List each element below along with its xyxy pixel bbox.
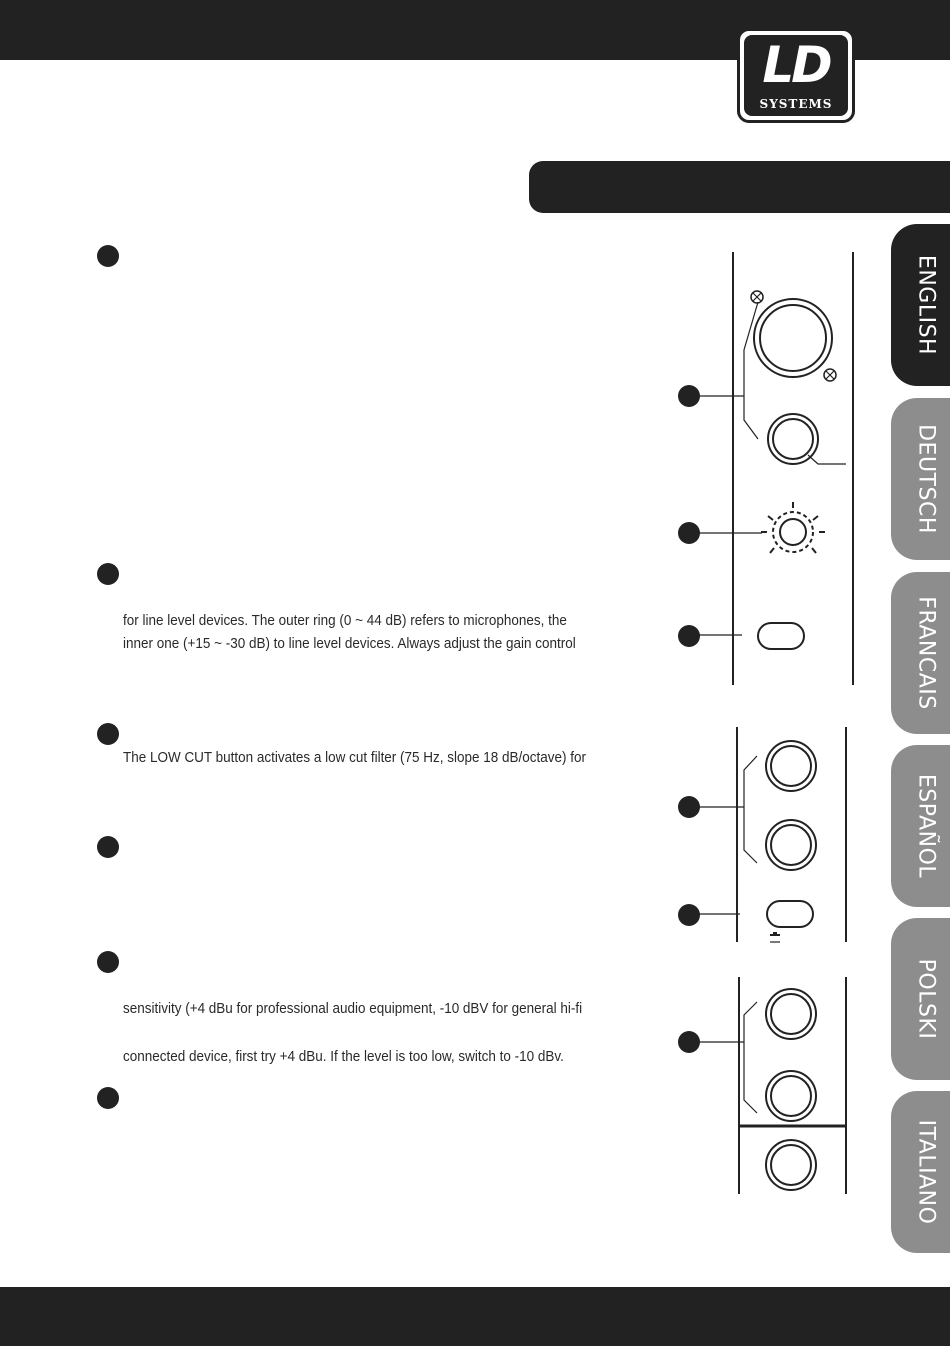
low-cut-button — [767, 901, 813, 927]
output-jack-1 — [766, 989, 816, 1039]
tab-deutsch-label: DEUTSCH — [913, 424, 939, 534]
tab-deutsch[interactable] — [891, 398, 950, 560]
gain-text-line-1: for line level devices. The outer ring (0 ~ 44 dB) refers to microphones, the — [123, 613, 567, 629]
section-bullet — [97, 1087, 119, 1109]
gain-knob — [761, 502, 825, 553]
callout-dot — [678, 904, 700, 926]
sensitivity-text-line-1: sensitivity (+4 dBu for professional audio equipment, -10 dBV for general hi-fi — [123, 1001, 583, 1017]
low-cut-text: The LOW CUT button activates a low cut filter (75 Hz, slope 18 dB/octave) for — [123, 750, 586, 766]
section-header-bar — [529, 161, 950, 213]
callout-dot — [678, 385, 700, 407]
callout-dot — [678, 522, 700, 544]
xlr-input-jack — [725, 291, 836, 381]
section-bullet — [97, 563, 119, 585]
tab-polski[interactable] — [891, 918, 950, 1080]
output-jack-3 — [766, 1140, 816, 1190]
insert-jack-2 — [766, 820, 816, 870]
tab-espanol-label: ESPAÑOL — [913, 773, 939, 879]
tab-polski-label: POLSKI — [913, 958, 939, 1040]
tab-francais[interactable] — [891, 572, 950, 734]
sensitivity-text-line-2: connected device, first try +4 dBu. If the level is too low, switch to -10 dBv. — [123, 1049, 564, 1065]
output-jack-2 — [766, 1071, 816, 1121]
tab-espanol[interactable] — [891, 745, 950, 907]
ld-systems-logo — [737, 28, 855, 123]
section-bullet — [97, 723, 119, 745]
bottom-bar — [0, 1287, 950, 1346]
tab-italiano[interactable] — [891, 1091, 950, 1253]
callout-dot — [678, 796, 700, 818]
callout-dot — [678, 625, 700, 647]
callout-dot — [678, 1031, 700, 1053]
tab-francais-label: FRANCAIS — [913, 596, 939, 710]
logo-main-text: LD — [762, 36, 830, 94]
section-bullet — [97, 836, 119, 858]
tab-english[interactable] — [891, 224, 950, 386]
mixer-channel-diagram — [670, 240, 860, 1205]
pad-button — [758, 623, 804, 649]
logo-badge — [744, 35, 848, 116]
section-bullet — [97, 951, 119, 973]
insert-jack-1 — [766, 741, 816, 791]
gain-text-line-2: inner one (+15 ~ -30 dB) to line level devices. Always adjust the gain control — [123, 636, 576, 652]
tab-english-label: ENGLISH — [913, 254, 939, 356]
logo-sub-text: SYSTEMS — [759, 97, 833, 111]
section-bullet — [97, 245, 119, 267]
tab-italiano-label: ITALIANO — [913, 1119, 939, 1225]
